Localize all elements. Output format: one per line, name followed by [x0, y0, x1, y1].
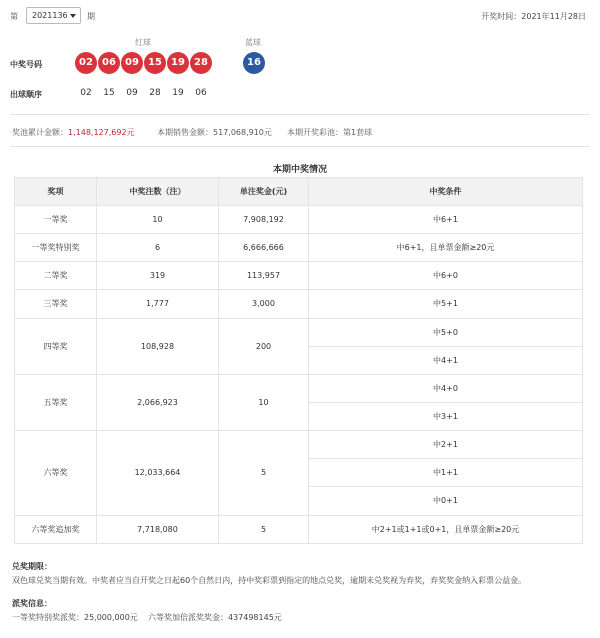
draw-order-label: 出球顺序: [10, 90, 42, 99]
sales-value: 517,068,910元: [213, 128, 272, 137]
prize-count: 2,066,923: [97, 374, 219, 430]
divider: [10, 146, 590, 147]
table-row: [15, 515, 583, 543]
top-bar: [0, 0, 600, 32]
prize-amount: 113,957: [219, 262, 309, 290]
prize-name: 六等奖: [15, 431, 97, 515]
prize-amount: 7,908,192: [219, 206, 309, 234]
prize-amount: 5: [219, 431, 309, 515]
prize-condition: 中5+0: [309, 318, 583, 346]
prize-table-title: 本期中奖情况: [272, 165, 327, 175]
winning-numbers-label: 中奖号码: [10, 60, 42, 69]
prize-table: [14, 177, 583, 544]
ball-set-label: 本期开奖彩池：: [287, 128, 343, 137]
prize-count: 319: [97, 262, 219, 290]
blue-ball-heading: 蓝球: [245, 38, 261, 47]
prize-name: 一等奖特别奖: [15, 234, 97, 262]
prize-count: 6: [97, 234, 219, 262]
prize-name: 六等奖追加奖: [15, 515, 97, 543]
draw-order-number: 09: [126, 88, 138, 98]
bonus-info-title: 派奖信息：: [12, 599, 52, 608]
prize-condition: 中3+1: [309, 402, 583, 430]
header-amount: 单注奖金(元): [219, 178, 309, 206]
table-row: [15, 318, 583, 346]
issue-select[interactable]: [26, 7, 81, 24]
prize-condition: 中1+1: [309, 459, 583, 487]
red-ball: 09: [121, 52, 143, 74]
prize-name: 一等奖: [15, 206, 97, 234]
chevron-down-icon: [70, 14, 76, 18]
table-row: [15, 262, 583, 290]
table-row: [15, 206, 583, 234]
prize-condition: 中2+1: [309, 431, 583, 459]
draw-order-number: 02: [80, 88, 92, 98]
prize-amount: 3,000: [219, 290, 309, 318]
prize-condition: 中5+1: [309, 290, 583, 318]
header-count: 中奖注数（注）: [97, 178, 219, 206]
prize-condition: 中4+0: [309, 374, 583, 402]
prize-condition: 中2+1或1+1或0+1，且单票金额≥20元: [309, 515, 583, 543]
prize-condition: 中6+0: [309, 262, 583, 290]
header-prize: 奖项: [15, 178, 97, 206]
ball-set-summary: [287, 127, 372, 138]
pool-label: 奖池累计金额：: [12, 128, 68, 137]
prize-condition: 中4+1: [309, 346, 583, 374]
prize-count: 12,033,664: [97, 431, 219, 515]
prize-count: 1,777: [97, 290, 219, 318]
prize-name: 四等奖: [15, 318, 97, 374]
prize-count: 10: [97, 206, 219, 234]
red-ball: 15: [144, 52, 166, 74]
prize-amount: 5: [219, 515, 309, 543]
prize-table-header: [15, 178, 583, 206]
ball-set-value: 第1套球: [343, 128, 373, 137]
draw-order-number: 15: [103, 88, 115, 98]
sales-summary: [157, 127, 272, 138]
prize-condition: 中6+1，且单票金额≥20元: [309, 234, 583, 262]
red-ball-heading: 红球: [135, 38, 151, 47]
redeem-period-title: 兑奖期限：: [12, 562, 52, 571]
draw-order-number: 28: [149, 88, 161, 98]
draw-date: 开奖时间：2021年11月28日: [481, 12, 586, 21]
table-row: [15, 374, 583, 402]
red-ball: 06: [98, 52, 120, 74]
table-row: [15, 431, 583, 459]
prize-name: 三等奖: [15, 290, 97, 318]
header-conditions: 中奖条件: [309, 178, 583, 206]
red-ball: 02: [75, 52, 97, 74]
redeem-period-text: 双色球兑奖当期有效。中奖者应当自开奖之日起60个自然日内，持中奖彩票到指定的地点兑奖，逾期未兑奖视为弃奖，弃奖奖金纳入彩票公益金。: [12, 576, 527, 585]
bonus-info-text: 一等奖特别奖派奖：25,000,000元 六等奖加倍派奖奖金：437498145元: [12, 613, 282, 622]
issue-prefix: 第: [10, 12, 18, 21]
prize-count: 7,718,080: [97, 515, 219, 543]
red-ball: 28: [190, 52, 212, 74]
red-ball: 19: [167, 52, 189, 74]
draw-order-number: 19: [172, 88, 184, 98]
prize-amount: 10: [219, 374, 309, 430]
table-row: [15, 290, 583, 318]
table-row: [15, 234, 583, 262]
blue-ball: 16: [243, 52, 265, 74]
issue-select-value: 2021136: [32, 11, 68, 20]
prize-condition: 中6+1: [309, 206, 583, 234]
pool-summary: [12, 127, 135, 138]
pool-value: 1,148,127,692元: [68, 128, 135, 137]
prize-amount: 6,666,666: [219, 234, 309, 262]
prize-name: 五等奖: [15, 374, 97, 430]
divider: [10, 114, 590, 115]
sales-label: 本期销售金额：: [157, 128, 213, 137]
prize-amount: 200: [219, 318, 309, 374]
prize-condition: 中0+1: [309, 487, 583, 515]
prize-count: 108,928: [97, 318, 219, 374]
issue-suffix: 期: [87, 12, 95, 21]
prize-name: 二等奖: [15, 262, 97, 290]
draw-order-number: 06: [195, 88, 207, 98]
